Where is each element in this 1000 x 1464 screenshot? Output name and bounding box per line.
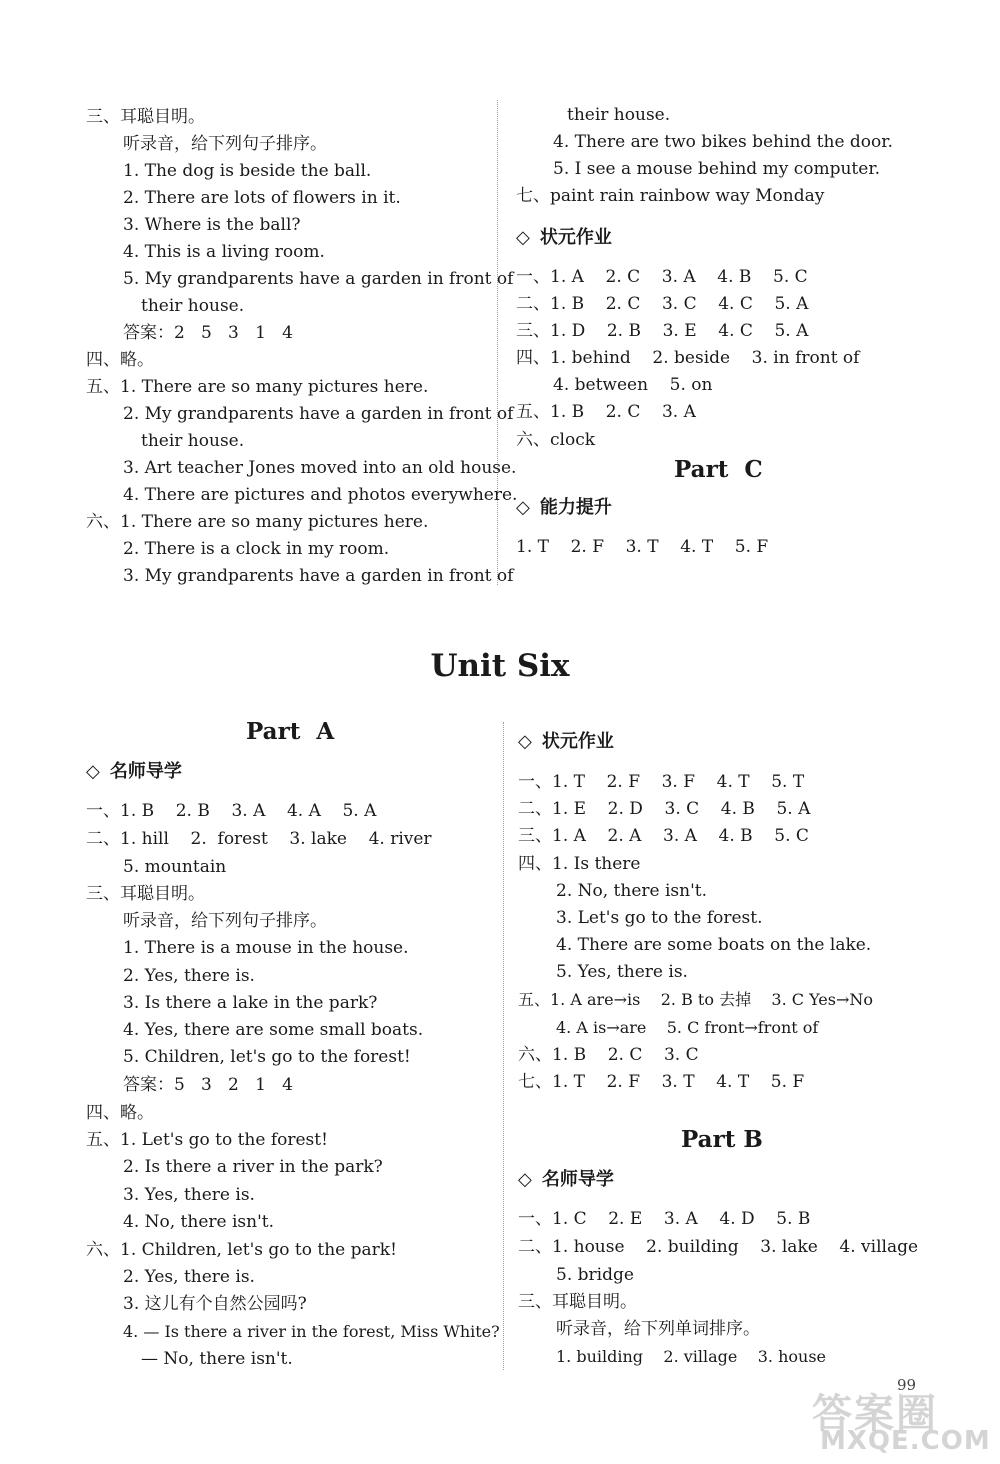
text-line: 一、1. B 2. B 3. A 4. A 5. A: [86, 801, 377, 821]
text-line: 5. bridge: [556, 1265, 634, 1285]
section-heading: ◇ 名师导学: [518, 1169, 614, 1190]
text-line: 六、1. There are so many pictures here.: [86, 512, 429, 532]
text-line: 2. There are lots of flowers in it.: [123, 188, 401, 208]
text-line: 二、1. B 2. C 3. C 4. C 5. A: [516, 294, 809, 314]
text-line: 四、略。: [86, 350, 154, 370]
text-line: 3. Yes, there is.: [123, 1185, 255, 1205]
text-line: 七、paint rain rainbow way Monday: [516, 186, 825, 206]
text-line: their house.: [141, 431, 245, 451]
text-line: 4. There are two bikes behind the door.: [553, 132, 893, 152]
section-heading: ◇ 状元作业: [516, 227, 612, 248]
text-line: 3. Let's go to the forest.: [556, 908, 763, 928]
text-line: 五、1. A are→is 2. B to 去掉 3. C Yes→No: [518, 990, 873, 1009]
text-line: 2. Yes, there is.: [123, 1267, 255, 1287]
diamond-icon: ◇: [516, 497, 530, 518]
text-line: 2. No, there isn't.: [556, 881, 707, 901]
text-line: 一、1. A 2. C 3. A 4. B 5. C: [516, 267, 808, 287]
column-divider-top: [497, 100, 498, 585]
text-line: 六、1. Children, let's go to the park!: [86, 1240, 397, 1260]
text-line: 5. Yes, there is.: [556, 962, 688, 982]
text-line: 一、1. T 2. F 3. F 4. T 5. T: [518, 772, 805, 792]
watermark-url: MXQE.COM: [820, 1426, 991, 1456]
text-line: their house.: [567, 105, 671, 125]
text-line: 5. mountain: [123, 857, 227, 877]
part-heading: Part B: [681, 1126, 763, 1153]
text-line: 六、clock: [516, 430, 596, 450]
diamond-icon: ◇: [516, 227, 530, 248]
part-heading: Part A: [246, 718, 335, 745]
text-line: 4. No, there isn't.: [123, 1212, 274, 1232]
text-line: 听录音，给下列句子排序。: [123, 134, 327, 154]
text-line: 三、耳聪目明。: [86, 884, 205, 904]
text-line: 五、1. There are so many pictures here.: [86, 377, 429, 397]
page-number: 99: [897, 1376, 917, 1394]
text-line: — No, there isn't.: [141, 1349, 293, 1369]
text-line: 3. 这儿有个自然公园吗?: [123, 1294, 307, 1314]
text-line: 五、1. B 2. C 3. A: [516, 402, 696, 422]
text-line: 1. T 2. F 3. T 4. T 5. F: [516, 537, 769, 557]
text-line: 三、1. A 2. A 3. A 4. B 5. C: [518, 826, 809, 846]
section-heading: ◇ 状元作业: [518, 731, 614, 752]
text-line: 4. This is a living room.: [123, 242, 325, 262]
diamond-icon: ◇: [518, 1169, 532, 1190]
text-line: 4. There are some boats on the lake.: [556, 935, 872, 955]
text-line: 二、1. house 2. building 3. lake 4. village: [518, 1237, 919, 1257]
text-line: 七、1. T 2. F 3. T 4. T 5. F: [518, 1072, 805, 1092]
text-line: 2. Yes, there is.: [123, 966, 255, 986]
column-divider-bottom: [503, 722, 504, 1370]
text-line: 1. The dog is beside the ball.: [123, 161, 372, 181]
text-line: 1. There is a mouse in the house.: [123, 938, 409, 958]
text-line: 4. Yes, there are some small boats.: [123, 1020, 424, 1040]
text-line: 4. There are pictures and photos everywhere.: [123, 485, 518, 505]
text-line: 听录音，给下列句子排序。: [123, 911, 327, 931]
text-line: 4. — Is there a river in the forest, Miss White?: [123, 1322, 500, 1341]
text-line: 2. Is there a river in the park?: [123, 1157, 383, 1177]
text-line: 一、1. C 2. E 3. A 4. D 5. B: [518, 1209, 811, 1229]
text-line: 3. Where is the ball?: [123, 215, 301, 235]
text-line: 三、耳聪目明。: [518, 1292, 637, 1312]
diamond-icon: ◇: [518, 731, 532, 752]
text-line: 四、略。: [86, 1103, 154, 1123]
text-line: 4. between 5. on: [553, 375, 713, 395]
watermark-logo: 答案圈: [812, 1391, 938, 1437]
text-line: 3. Art teacher Jones moved into an old house.: [123, 458, 517, 478]
text-line: 2. There is a clock in my room.: [123, 539, 390, 559]
text-line: 四、1. Is there: [518, 854, 641, 874]
answer-line: 答案：5 3 2 1 4: [123, 1075, 293, 1095]
text-line: 5. I see a mouse behind my computer.: [553, 159, 880, 179]
text-line: 三、1. D 2. B 3. E 4. C 5. A: [516, 321, 809, 341]
text-line: 5. Children, let's go to the forest!: [123, 1047, 411, 1067]
unit-title: Unit Six: [430, 648, 570, 684]
diamond-icon: ◇: [86, 761, 100, 782]
text-line: 4. A is→are 5. C front→front of: [556, 1018, 819, 1037]
text-line: 三、耳聪目明。: [86, 107, 205, 127]
text-line: 3. Is there a lake in the park?: [123, 993, 378, 1013]
section-heading: ◇ 能力提升: [516, 497, 612, 518]
text-line: their house.: [141, 296, 245, 316]
text-line: 听录音，给下列单词排序。: [556, 1319, 760, 1339]
text-line: 六、1. B 2. C 3. C: [518, 1045, 699, 1065]
text-line: 3. My grandparents have a garden in front of: [123, 566, 514, 586]
text-line: 四、1. behind 2. beside 3. in front of: [516, 348, 860, 368]
part-heading: Part C: [674, 456, 763, 483]
text-line: 五、1. Let's go to the forest!: [86, 1130, 328, 1150]
text-line: 2. My grandparents have a garden in front of: [123, 404, 514, 424]
section-heading: ◇ 名师导学: [86, 761, 182, 782]
text-line: 5. My grandparents have a garden in front of: [123, 269, 514, 289]
answer-line: 答案：2 5 3 1 4: [123, 323, 293, 343]
text-line: 二、1. E 2. D 3. C 4. B 5. A: [518, 799, 811, 819]
text-line: 二、1. hill 2. forest 3. lake 4. river: [86, 829, 432, 849]
text-line: 1. building 2. village 3. house: [556, 1347, 826, 1366]
